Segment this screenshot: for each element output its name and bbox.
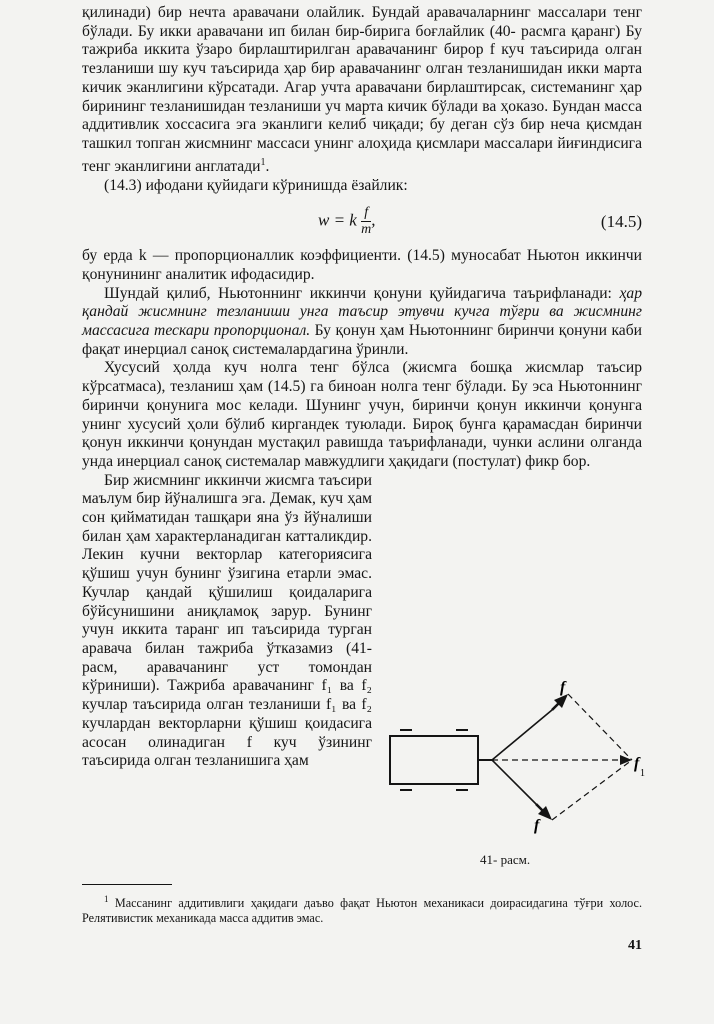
label-f: f xyxy=(634,755,640,772)
footnote-marker: 1 xyxy=(260,156,266,168)
second-law-statement: ҳар қандай жисмнинг тезланиши унга таъсир этувчи кучга тўғри ва жисмнинг массасига тескари пропорционал. xyxy=(82,284,642,340)
paragraph-mass-additivity: қилинади) бир нечта аравачани олайлик. Бундай аравачаларнинг массалари тенг бўлади. Бу икки аравачани ип билан бир-бирига боғлайлик (40- расмга қаранг) Бу тажриба иккита ўзаро бирлаштирилган аравачанинг бирор f куч таъсирида олган тезланиши шу куч таъсирида ҳар бир аравачанинг олган тезланишидан икки марта кичик эканлигини кўрсатади. Агар учта аравачани бирлаштирсак, системанинг ҳар бирининг тезланишидан тезланиши уч марта кичик бўлади ва ҳоказо. Бундан масса аддитивлик хоссасига эга эканлиги келиб чиқади; бу деган сўз бир неча қисмдан ташкил топган жисмнинг массаси унинг алоҳида қисмлари массалари йиғиндисига тенг эканлигини англатади$^1$. xyxy=(82,4,642,175)
parallelogram-side-top xyxy=(568,694,632,760)
thread-f2 xyxy=(492,760,536,804)
footnote-mark: 1 xyxy=(104,894,109,904)
body-text xyxy=(82,4,642,771)
parallelogram-side-bottom xyxy=(552,760,632,820)
label-f2: f xyxy=(534,817,540,834)
paragraph-force-direction: Бир жисмнинг иккинчи жисмга таъсири маълум бир йўналишга эга. Демак, куч ҳам сон қийматидан ташқари яна ўз йўналиши билан ҳам характерланадиган катталикдир. Лекин кучни векторлар категориясига қўшиш учун бунинг ўзигина етарли эмас. Кучлар қандай қўшилиш қоидаларига бўйсунишини аниқламоқ зарур. Бунинг учун иккита таранг ип таъсирида турган аравача билан тажриба ўтказамиз (41- расм, аравачанинг уст томондан кўриниши). Тажриба аравачанинг f₁ ва f₂ кучлар таъсирида олган тезланиши f₁ ва f₂ кучлардан векторларни қўшиш қоидасига асосан олинадиган f куч ўзининг таъсирида олган тезланишига ҳам xyxy=(82,471,372,770)
thread-f1 xyxy=(492,710,552,760)
footnote-text: Массанинг аддитивлиги ҳақидаги даъво фақат Ньютон механикаси доирасидагина тўғри холос. Релятивистик механикада масса аддитив эмас. xyxy=(82,896,642,926)
formula-14-5 xyxy=(82,195,642,247)
vector-resultant-arrowhead xyxy=(620,755,632,765)
formula-fraction: $\frac{f}{m}$ xyxy=(361,205,372,238)
page-number: 41 xyxy=(628,938,642,953)
paragraph-coefficient: бу ерда k — пропорционаллик коэффициенти. (14.5) муносабат Ньютон иккинчи қонунининг аналитик ифодасидир. xyxy=(82,247,642,283)
paragraph-formula-intro: (14.3) ифодани қуйидаги кўринишда ёзайлик: xyxy=(104,176,408,194)
figure-caption: 41- расм. xyxy=(480,852,531,867)
footnote-rule xyxy=(82,884,172,885)
label-f1: f xyxy=(560,679,566,696)
label-f-subscript: 1 xyxy=(640,768,645,779)
paragraph-special-case: Хусусий ҳолда куч нолга тенг бўлса (жисмга бошқа жисмлар таъсир кўрсатмаса), тезланиш ҳам (14.5) га биноан нолга тенг бўлади. Бу эса Ньютоннинг биринчи қонунига мос келади. Шунинг учун, биринчи қонун иккинчи қонунга унинг хусусий ҳоли бўлиб киргандек туюлади. Бироқ бунга қарамасдан биринчи қонун иккинчи қонундан мустақил равишда таърифланади, чунки аслини олганда унда инерциал саноқ системалар мавжудлиги ҳақидаги (постулат) фикр бор. xyxy=(82,359,642,470)
cart-body xyxy=(390,736,478,784)
footnote xyxy=(82,892,642,926)
figure-41 xyxy=(382,678,652,853)
formula-expression: w = k $\frac{f}{m}$ , xyxy=(318,205,376,238)
paragraph-second-law: Шундай қилиб, Ньютоннинг иккинчи қонуни қуйидагича таърифланади: ҳар қандай жисмнинг тезланиши унга таъсир этувчи кучга тўғри ва жисмнинг массасига тескари пропорционал. Бу қонун ҳам Ньютоннинг биринчи қонуни каби фақат инерциал саноқ системалардагина ўринли. xyxy=(82,284,642,358)
formula-number: (14.5) xyxy=(600,212,642,232)
